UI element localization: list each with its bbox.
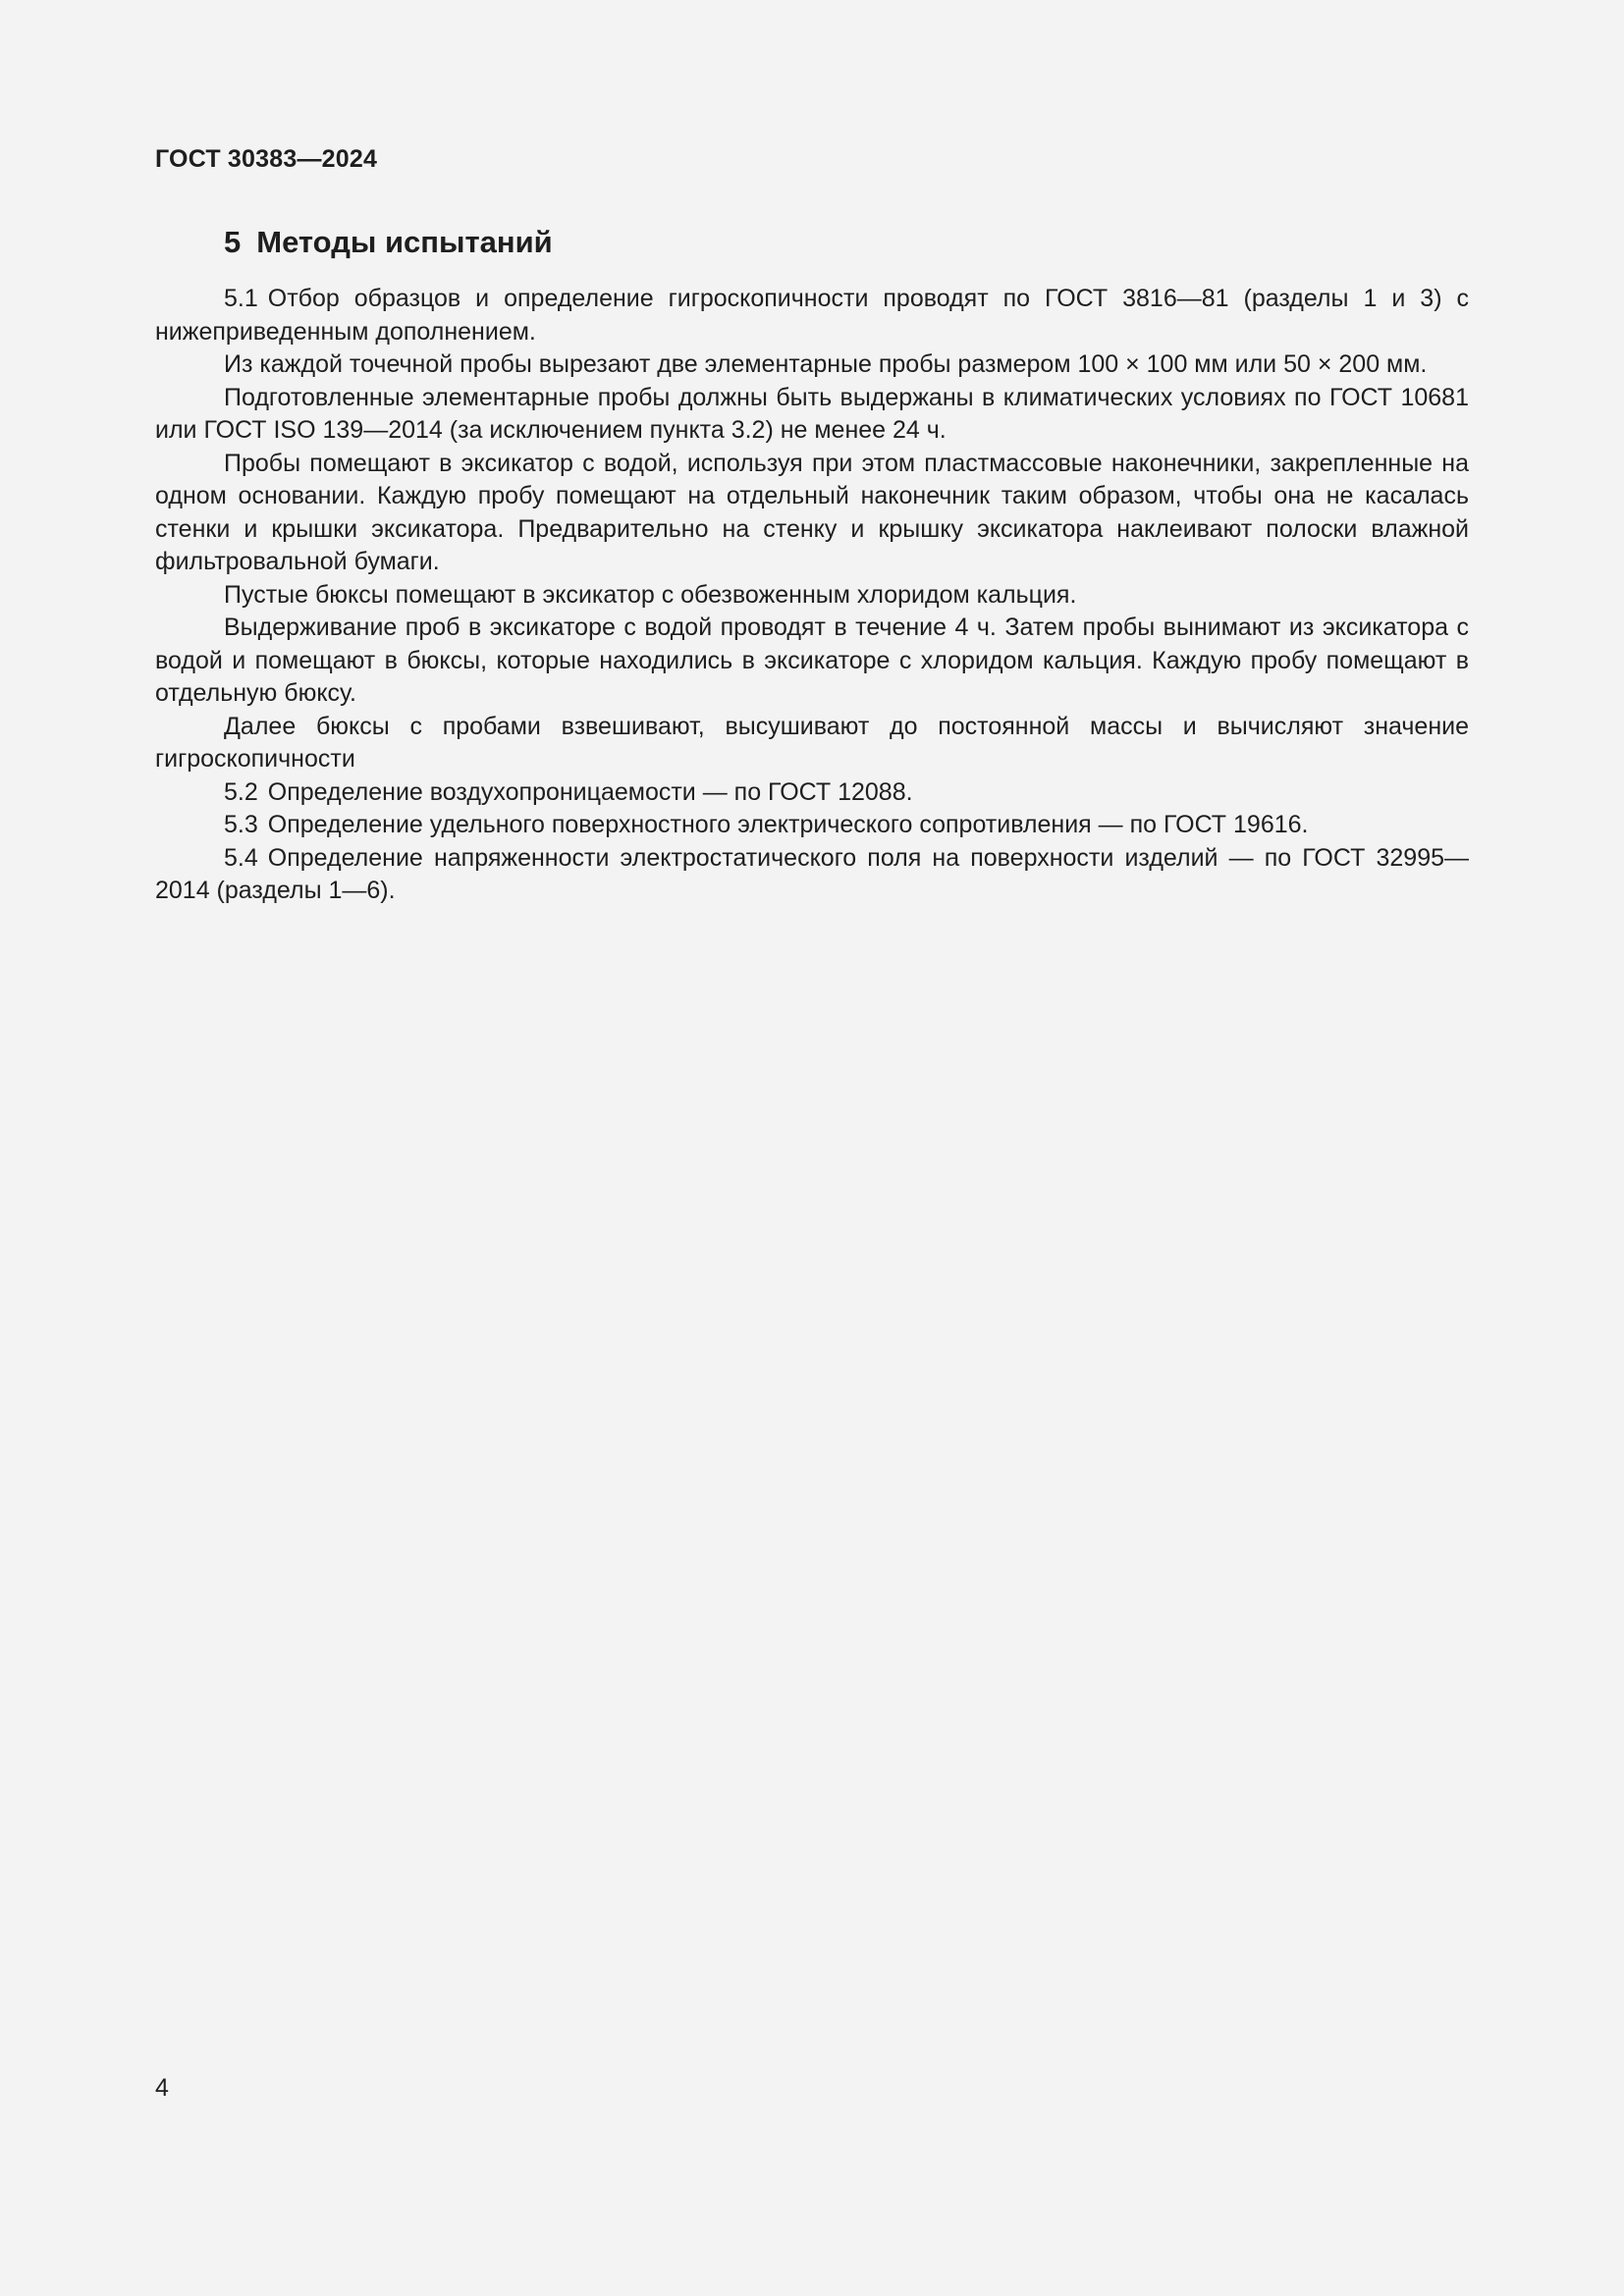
paragraph-weighing — [155, 711, 1469, 776]
paragraph-text: Подготовленные элементарные пробы должны быть выдержаны в климатических условиях по ГОСТ 10681 или ГОСТ ISO 139—2014 (за исключением пункта 3.2) не менее 24 ч. — [155, 383, 1469, 444]
paragraph-text: Определение напряженности электростатического поля на поверхности изделий — по ГОСТ 32995—2014 (разделы 1—6). — [155, 843, 1469, 904]
paragraph-text: Выдерживание проб в эксикаторе с водой проводят в течение 4 ч. Затем пробы вынимают из эксикатора с водой и помещают в бюксы, которые находились в эксикаторе с хлоридом кальция. Каждую пробу помещают в отдельную бюксу. — [155, 614, 1469, 707]
paragraph-5-1 — [155, 283, 1469, 348]
paragraph-text: Пробы помещают в эксикатор с водой, используя при этом пластмассовые наконечники, закрепленные на одном основании. Каждую пробу помещают на отдельный наконечник таким образом, чтобы она не касалась стенки и крышки эксикатора. Предварительно на стенку и крышку эксикатора наклеивают полоски влажной фильтровальной бумаги. — [155, 449, 1469, 575]
paragraph-text: Определение воздухопроницаемости — по ГОСТ 12088. — [267, 777, 913, 806]
section-number: 5 — [224, 225, 242, 259]
section-test-methods — [155, 222, 1469, 908]
section-title: Методы испытаний — [256, 225, 553, 259]
paragraph-text: Далее бюксы с пробами взвешивают, высушивают до постоянной массы и вычисляют значение гигроскопичности — [155, 712, 1469, 773]
paragraph-5-2 — [155, 776, 1469, 810]
paragraph-desiccator-water — [155, 448, 1469, 579]
paragraph-5-3 — [155, 809, 1469, 842]
paragraph-text: Пустые бюксы помещают в эксикатор с обезвоженным хлоридом кальция. — [224, 580, 1077, 609]
paragraph-empty-weighing-bottles — [155, 579, 1469, 613]
clause-number: 5.1 — [224, 285, 258, 312]
paragraph-text: Определение удельного поверхностного электрического сопротивления — по ГОСТ 19616. — [267, 811, 1309, 838]
paragraph-conditioning — [155, 382, 1469, 448]
paragraph-text: Из каждой точечной пробы вырезают две элементарные пробы размером 100 × 100 мм или 50 × 200 мм. — [224, 350, 1428, 378]
clause-number: 5.4 — [224, 843, 258, 872]
paragraph-text: Отбор образцов и определение гигроскопичности проводят по ГОСТ 3816—81 (разделы 1 и 3) с нижеприведенным дополнением. — [155, 285, 1469, 346]
clause-number: 5.3 — [224, 811, 258, 838]
document-id-header: ГОСТ 30383—2024 — [155, 145, 378, 173]
section-heading — [155, 222, 1469, 263]
paragraph-sample-size — [155, 348, 1469, 382]
paragraph-5-4 — [155, 842, 1469, 908]
page-number: 4 — [155, 2074, 169, 2102]
paragraph-exposure — [155, 612, 1469, 711]
clause-number: 5.2 — [224, 777, 258, 806]
